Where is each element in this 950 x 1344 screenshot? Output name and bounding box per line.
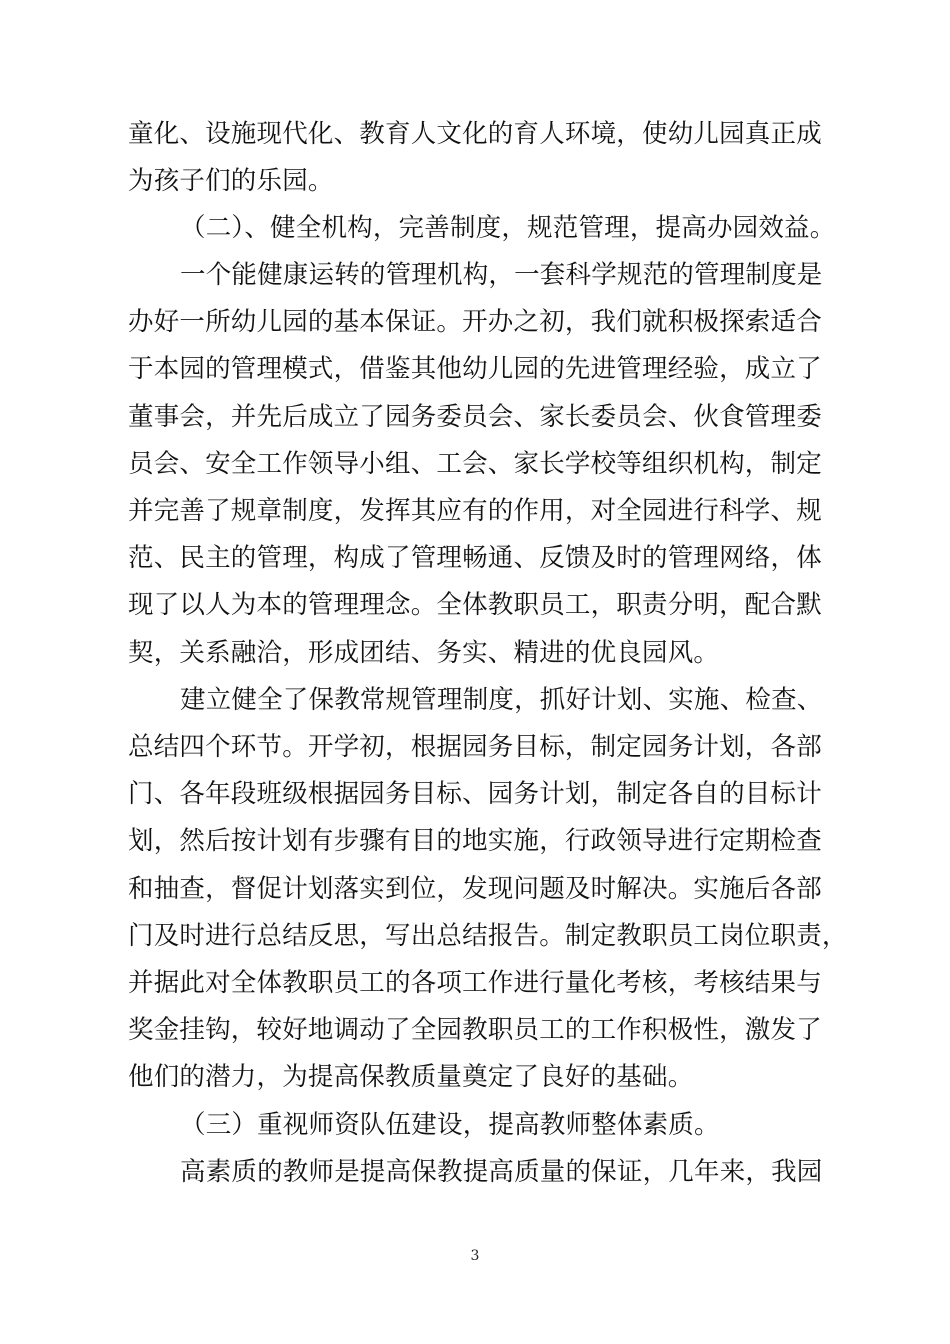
text-line: 并完善了规章制度，发挥其应有的作用，对全园进行科学、规 bbox=[128, 496, 822, 526]
text-line: 奖金挂钩，较好地调动了全园教职员工的工作积极性，激发了 bbox=[128, 1015, 822, 1045]
section-heading: （二）、健全机构，完善制度，规范管理，提高办园效益。 bbox=[180, 213, 836, 243]
section-heading: （三）重视师资队伍建设，提高教师整体素质。 bbox=[180, 1110, 720, 1140]
text-line: 为孩子们的乐园。 bbox=[128, 166, 334, 196]
text-line: 并据此对全体教职员工的各项工作进行量化考核，考核结果与 bbox=[128, 968, 822, 998]
text-line: 他们的潜力，为提高保教质量奠定了良好的基础。 bbox=[128, 1062, 694, 1092]
text-line: 一个能健康运转的管理机构，一套科学规范的管理制度是 bbox=[180, 260, 823, 290]
text-line: 童化、设施现代化、教育人文化的育人环境，使幼儿园真正成 bbox=[128, 119, 822, 149]
text-line: 划，然后按计划有步骤有目的地实施，行政领导进行定期检查 bbox=[128, 826, 822, 856]
text-line: 于本园的管理模式，借鉴其他幼儿园的先进管理经验，成立了 bbox=[128, 354, 822, 384]
text-line: 范、民主的管理，构成了管理畅通、反馈及时的管理网络，体 bbox=[128, 543, 822, 573]
text-line: 办好一所幼儿园的基本保证。开办之初，我们就积极探索适合 bbox=[128, 307, 822, 337]
text-line: 现了以人为本的管理理念。全体教职员工，职责分明，配合默 bbox=[128, 590, 822, 620]
page-number: 3 bbox=[470, 1248, 480, 1264]
text-line: 高素质的教师是提高保教提高质量的保证，几年来，我园 bbox=[180, 1157, 823, 1187]
text-line: 和抽查，督促计划落实到位，发现问题及时解决。实施后各部 bbox=[128, 874, 822, 904]
text-line: 员会、安全工作领导小组、工会、家长学校等组织机构，制定 bbox=[128, 449, 822, 479]
text-line: 门、各年段班级根据园务目标、园务计划，制定各自的目标计 bbox=[128, 779, 822, 809]
text-line: 建立健全了保教常规管理制度，抓好计划、实施、检查、 bbox=[180, 685, 823, 715]
text-line: 总结四个环节。开学初，根据园务目标，制定园务计划，各部 bbox=[128, 732, 822, 762]
text-line: 董事会，并先后成立了园务委员会、家长委员会、伙食管理委 bbox=[128, 402, 822, 432]
text-line: 门及时进行总结反思，写出总结报告。制定教职员工岗位职责， bbox=[128, 921, 848, 951]
text-line: 契，关系融洽，形成团结、务实、精进的优良园风。 bbox=[128, 638, 720, 668]
